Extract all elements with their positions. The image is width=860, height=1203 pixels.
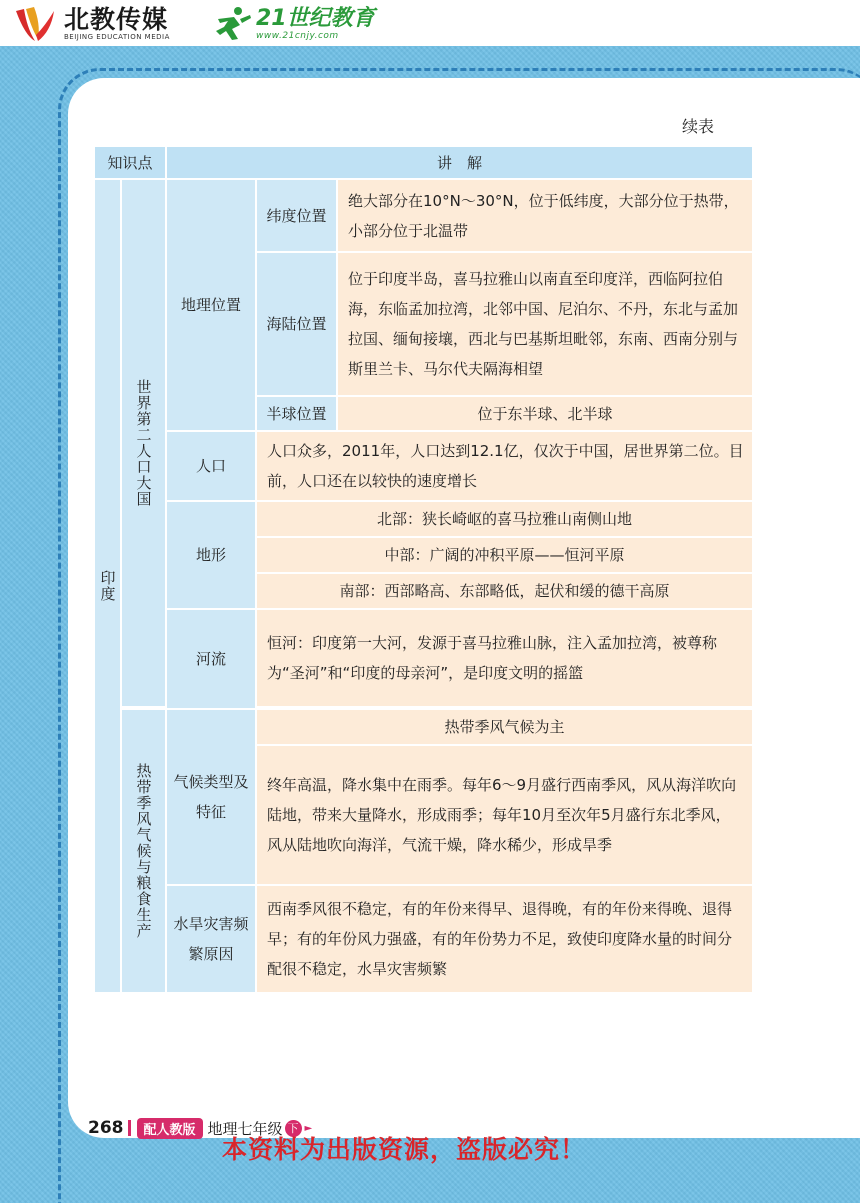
table-row <box>94 431 753 501</box>
beijing-logo-chinese: 北教传媒 <box>64 4 169 34</box>
copyright-watermark: 本资料为出版资源，盗版必究！ <box>222 1135 587 1164</box>
hemisphere-label: 半球位置 <box>256 396 337 431</box>
river-ganges: 恒河：印度第一大河，发源于喜马拉雅山脉，注入孟加拉湾，被尊称为“圣河”和“印度的母亲河”，是印度文明的摇篮 <box>256 609 753 707</box>
section1-cell <box>121 179 166 707</box>
course-title: 地理七年级 <box>207 1119 283 1138</box>
latitude-text: 绝大部分在10°N～30°N，位于低纬度，大部分位于热带，小部分位于北温带 <box>337 179 753 252</box>
land-sea-text: 位于印度半岛，喜马拉雅山以南直至印度洋，西临阿拉伯海，东临孟加拉湾，北邻中国、尼泊尔、不丹，东北与孟加拉国、缅甸接壤，西北与巴基斯坦毗邻，东南、西南分别与斯里兰卡、马尔代夫隔海相望 <box>337 252 753 396</box>
terrain-label: 地形 <box>166 501 256 609</box>
disaster-text: 西南季风很不稳定，有的年份来得早、退得晚，有的年份来得晚、退得早；有的年份风力强盛，有的年份势力不足，致使印度降水量的时间分配很不稳定，水旱灾害频繁 <box>256 885 753 993</box>
terrain-south: 南部：西部略高、东部略低，起伏和缓的德干高原 <box>256 573 753 609</box>
header-topic: 知识点 <box>94 146 166 179</box>
geo-location-cell: 地理位置 <box>166 179 256 431</box>
footer-divider <box>128 1120 131 1136</box>
hemisphere-text: 位于东半球、北半球 <box>337 396 753 431</box>
terrain-middle: 中部：广阔的冲积平原——恒河平原 <box>256 537 753 573</box>
table-row <box>94 179 753 252</box>
knowledge-table <box>93 145 754 994</box>
table-row <box>94 885 753 993</box>
climate-main: 热带季风气候为主 <box>256 709 753 745</box>
land-sea-label: 海陆位置 <box>256 252 337 396</box>
climate-text: 终年高温，降水集中在雨季。每年6～9月盛行西南季风，风从海洋吹向陆地，带来大量降水，形成雨季；每年10月至次年5月盛行东北季风，风从陆地吹向海洋，气流干燥，降水稀少，形成旱季 <box>256 745 753 885</box>
population-label: 人口 <box>166 431 256 501</box>
21cnjy-logo[interactable] <box>210 4 375 44</box>
runner-icon <box>210 5 254 43</box>
beijing-logo-english: BEIJING EDUCATION MEDIA <box>64 32 170 41</box>
header-explain: 讲 解 <box>166 146 753 179</box>
section2-cell <box>121 709 166 993</box>
river-label: 河流 <box>166 609 256 709</box>
table-row <box>94 609 753 707</box>
latitude-label: 纬度位置 <box>256 179 337 252</box>
section2-label: 热带季风气候与粮食生产 <box>134 763 153 939</box>
header-band <box>0 0 860 46</box>
table-row <box>94 501 753 537</box>
section1-label: 世界第二人口大国 <box>134 379 153 507</box>
page-number: 268 <box>88 1118 124 1138</box>
population-text: 人口众多，2011年，人口达到12.1亿，仅次于中国，居世界第二位。目前，人口还在以较快的速度增长 <box>256 431 753 501</box>
climate-label: 气候类型及特征 <box>166 709 256 885</box>
edition-badge: 配人教版 <box>137 1118 203 1139</box>
beijing-education-logo-icon <box>12 5 58 43</box>
table-header-row <box>94 146 753 179</box>
beijing-education-logo[interactable] <box>12 4 170 44</box>
volume-badge: 下 <box>285 1120 302 1137</box>
21cnjy-logo-chinese: 21世纪教育 <box>256 6 375 31</box>
21cnjy-logo-url: www.21cnjy.com <box>256 31 339 41</box>
terrain-north: 北部：狭长崎岖的喜马拉雅山南侧山地 <box>256 501 753 537</box>
continued-label: 续表 <box>682 117 715 136</box>
arrow-icon: ► <box>304 1122 313 1134</box>
table-row <box>94 709 753 745</box>
country-cell <box>94 179 121 993</box>
country-label: 印度 <box>98 570 117 602</box>
disaster-label: 水旱灾害频繁原因 <box>166 885 256 993</box>
